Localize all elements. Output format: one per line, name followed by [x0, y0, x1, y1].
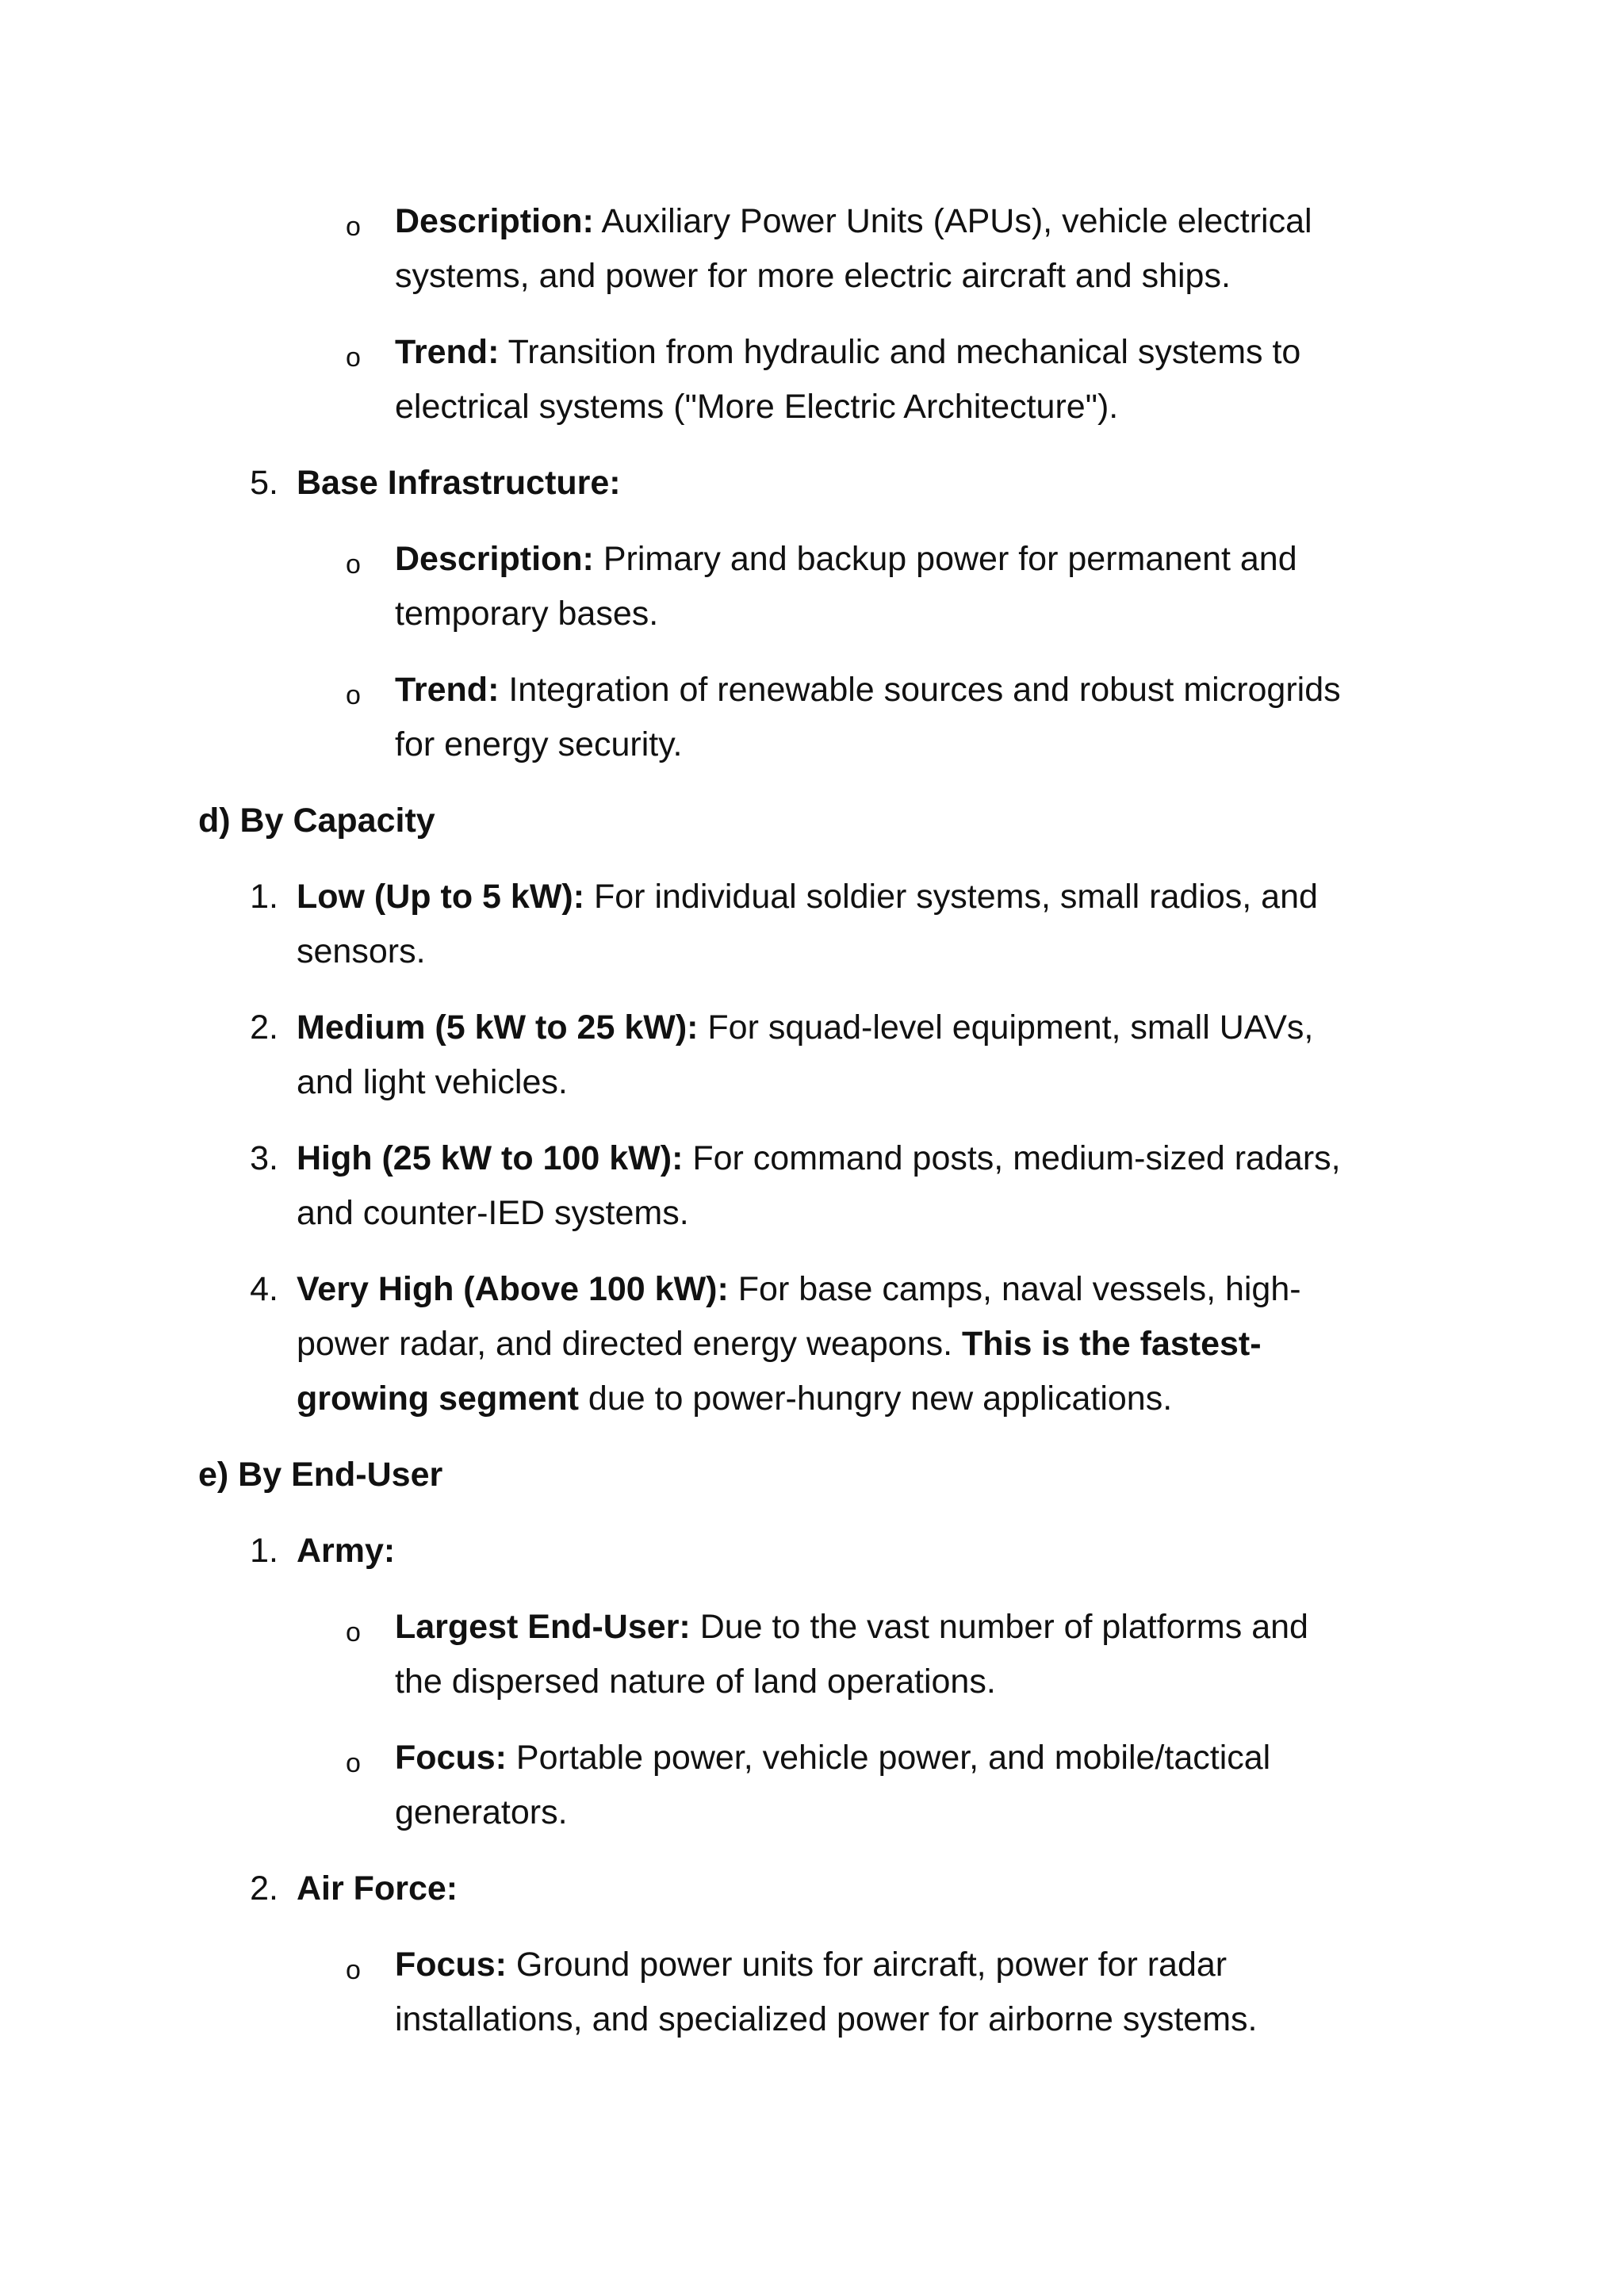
bullet-marker: o — [346, 342, 361, 373]
capacity-high-label: High (25 kW to 100 kW): — [297, 1139, 684, 1177]
air-force-focus-label: Focus: — [395, 1946, 507, 1984]
apu-description-label: Description: — [395, 202, 594, 240]
apu-description-line-2: systems, and power for more electric aircraft and ships. — [395, 257, 1231, 295]
capacity-low-line-1: Low (Up to 5 kW): For individual soldier systems, small radios, and — [297, 878, 1318, 916]
base-description-line-1: Description: Primary and backup power for permanent and — [395, 540, 1297, 578]
base-description-label: Description: — [395, 540, 594, 578]
bullet-marker: o — [346, 680, 361, 710]
list-number: 5. — [250, 464, 278, 502]
fastest-growing-emphasis: This is the fastest- — [962, 1325, 1262, 1363]
army-largest-line-2: the dispersed nature of land operations. — [395, 1663, 996, 1701]
capacity-low-label: Low (Up to 5 kW): — [297, 878, 585, 916]
army-heading: Army: — [297, 1532, 396, 1570]
capacity-very-high-line-1: Very High (Above 100 kW): For base camps, naval vessels, high- — [297, 1270, 1301, 1308]
bullet-marker: o — [346, 1617, 361, 1647]
bullet-marker: o — [346, 549, 361, 580]
capacity-section-heading: d) By Capacity — [198, 802, 435, 840]
army-focus-line-2: generators. — [395, 1793, 568, 1831]
army-largest-label: Largest End-User: — [395, 1608, 691, 1646]
capacity-medium-line-1: Medium (5 kW to 25 kW): For squad-level equipment, small UAVs, — [297, 1008, 1314, 1047]
air-force-heading: Air Force: — [297, 1869, 458, 1908]
base-description-line-2: temporary bases. — [395, 595, 659, 633]
air-force-focus-line-2: installations, and specialized power for airborne systems. — [395, 2000, 1258, 2038]
bullet-marker: o — [346, 1955, 361, 1985]
apu-trend-label: Trend: — [395, 333, 500, 371]
list-number: 1. — [250, 878, 278, 916]
capacity-high-line-2: and counter-IED systems. — [297, 1194, 689, 1232]
capacity-very-high-label: Very High (Above 100 kW): — [297, 1270, 729, 1308]
list-number: 2. — [250, 1869, 278, 1908]
list-number: 2. — [250, 1008, 278, 1047]
capacity-very-high-line-2: power radar, and directed energy weapons. This is the fastest- — [297, 1325, 1262, 1363]
base-trend-line-2: for energy security. — [395, 725, 683, 763]
apu-description-line-1: Description: Auxiliary Power Units (APUs), vehicle electrical — [395, 202, 1312, 240]
army-focus-label: Focus: — [395, 1739, 507, 1777]
capacity-medium-line-2: and light vehicles. — [297, 1063, 568, 1101]
list-number: 4. — [250, 1270, 278, 1308]
list-number: 3. — [250, 1139, 278, 1177]
capacity-low-line-2: sensors. — [297, 932, 426, 970]
bullet-marker: o — [346, 1748, 361, 1778]
capacity-high-line-1: High (25 kW to 100 kW): For command posts, medium-sized radars, — [297, 1139, 1341, 1177]
capacity-very-high-line-3: growing segment due to power-hungry new applications. — [297, 1380, 1173, 1418]
list-number: 1. — [250, 1532, 278, 1570]
base-trend-line-1: Trend: Integration of renewable sources and robust microgrids — [395, 671, 1341, 709]
army-focus-line-1: Focus: Portable power, vehicle power, and mobile/tactical — [395, 1739, 1271, 1777]
apu-trend-line-1: Trend: Transition from hydraulic and mechanical systems to — [395, 333, 1301, 371]
base-trend-label: Trend: — [395, 671, 500, 709]
end-user-section-heading: e) By End-User — [198, 1456, 443, 1494]
apu-trend-line-2: electrical systems ("More Electric Architecture"). — [395, 388, 1119, 426]
bullet-marker: o — [346, 212, 361, 242]
air-force-focus-line-1: Focus: Ground power units for aircraft, power for radar — [395, 1946, 1228, 1984]
base-infrastructure-heading: Base Infrastructure: — [297, 464, 621, 502]
capacity-medium-label: Medium (5 kW to 25 kW): — [297, 1008, 699, 1047]
army-largest-line-1: Largest End-User: Due to the vast number of platforms and — [395, 1608, 1308, 1646]
